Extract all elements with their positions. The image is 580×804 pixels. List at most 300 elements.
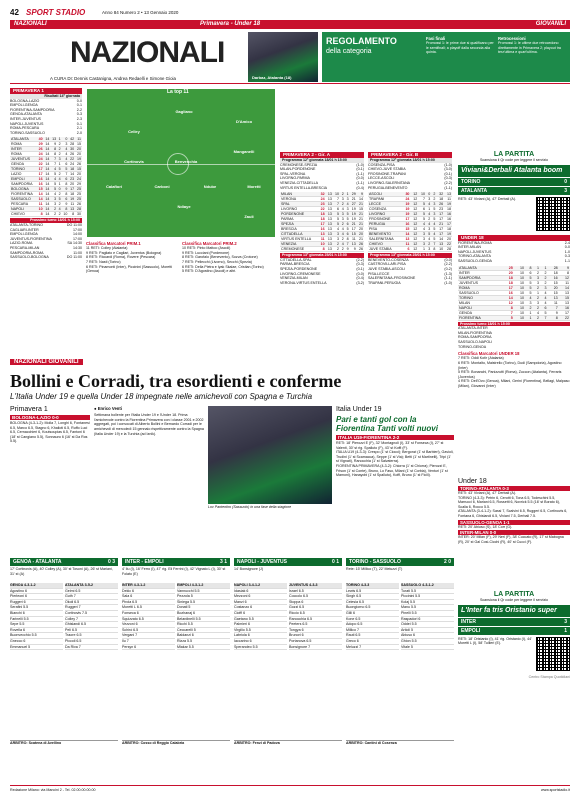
stat-cell: 16 [38,182,43,187]
primavera2b-next-score: (1-1) [444,276,452,281]
stat-cell: 7 [540,315,547,320]
stat-cell: 14 [45,152,50,157]
stat-cell: 4 [532,310,539,315]
primavera2a-next-score: (3-2) [356,280,364,285]
stat-cell: 9 [357,192,364,197]
stat-cell: 20 [503,270,514,275]
scorers-prim1 [86,241,178,274]
team-name: MILAN [458,300,503,305]
stat-cell: 16 [403,222,411,227]
stat-cell: 17 [559,310,570,315]
stat-cell: 11 [75,137,82,142]
stat-cell: 2 [341,222,344,227]
stat-cell: 4 [50,192,57,197]
stat-cell: 7 [50,157,57,162]
stat-cell: 8 [50,152,57,157]
stat-cell: 12 [410,207,418,212]
primavera1-result-match: INTER-JUVENTUS [10,116,41,121]
stat-cell: 20 [547,285,558,290]
stat-cell: 23 [70,177,75,182]
stat-cell: 15 [357,207,364,212]
under18-title: UNDER 18 [458,235,570,241]
partita-card1-text: RETI: 43' Viviani (A), 47' Derbali (A). [458,196,517,201]
stat-cell: 5 [333,222,340,227]
stat-cell: 14 [45,137,50,142]
stat-cell: 16 [547,275,558,280]
primavera2a-round: Programma 12ª giornata 18/01 h 15:00 [280,158,364,163]
match-box [122,558,230,746]
primavera2a-standings [280,192,364,252]
primavera2b-round: Programma 12ª giornata 18/01 h 15:00 [368,158,452,163]
lineup-player: Lewis 6.5 [346,589,399,595]
lineup-player: Sperandeo 5.5 [234,645,287,651]
stat-cell: 5 [58,197,61,202]
stat-cell: 5 [346,217,349,222]
stat-cell: 14 [45,162,50,167]
stat-cell: 1 [532,290,539,295]
lineup-player: Meluzzi 7 [346,645,399,651]
primavera2a-result-match: MILAN-PORDENONE [280,167,316,172]
primavera1-next-match: CAGLIARI-INTER [10,227,39,232]
stat-cell: 3 [426,247,431,252]
article-mid-body: Settimana bollente per l'Italia Under 19 e l'Under 18. Prima l'amichevole contro la Fiorentina Primavera con i classe 2001 e 2002 aggregati, poi i convocati di Alberto Bollini e Bernardo Corradi per le amichevoli di mercoledì 15 gennaio rispettivamente contro la Spagna (Italia Under 19) e la Turchia (ad Iznik). [94,413,204,436]
lineup-player: Cortinovis 7.5 [65,611,118,617]
stat-cell: 21 [350,197,357,202]
stat-cell: 3 [532,300,539,305]
stat-cell: 42 [70,137,75,142]
lineup-formation: EMPOLI 4-3-1-2 [177,583,230,589]
partita2-box [458,592,570,712]
primavera1-result-score: 2-1 [76,126,82,131]
stat-cell: 2 [532,295,539,300]
team-name: CITTADELLA [280,232,318,237]
stat-cell: 2 [58,192,61,197]
stat-cell: 13 [559,300,570,305]
stat-cell: 11 [547,300,558,305]
lineup-player: Manu 5.5 [401,605,454,611]
primavera2b-result-match: LECCE-ASCOLI [368,176,395,181]
lineup-player: Fonseca 6 [122,611,175,617]
stat-cell: 16 [444,217,452,222]
stat-cell: 15 [77,142,81,147]
stat-cell: 3 [418,242,426,247]
scorers-prim1-text: 11 RETI: Colley (Atalanta) 9 RETI: Pagliato e Cagliari, Juventus (Bologna) 8 RETI: Riccardi (Roma), Rovere (Pescara) 7 RETI: Nasti (Torino) 6 RETI: Pinamonti (Inter), Piccinini (Sassuolo), Moretti (Genoa) [86,246,173,274]
lineup-player: Vezzoni 6 [122,622,175,628]
partita-card2-team1 [458,618,570,626]
under18-next-item: MILAN-FIORENTINA [458,330,492,335]
regolamento-title: REGOLAMENTO [326,36,397,46]
stat-cell: 22 [318,207,325,212]
primavera1-next-score: 11:00 [73,250,82,255]
stat-cell: 11 [350,237,357,242]
lineup-player: Coccolo 6.5 [289,594,342,600]
under18-next-item: ROMA-SAMPDORIA [458,335,492,340]
primavera1-standing-row [10,147,82,152]
stat-cell: 5 [346,212,349,217]
lineup-player: Gozzi 6.5 [289,605,342,611]
stat-cell: 12 [559,275,570,280]
stat-cell: 10 [418,192,426,197]
primavera2a-next-label: Programma 13ª giornata 25/01 h 15:00 [280,253,364,258]
stat-cell: 8 [431,247,436,252]
stat-cell: 13 [436,242,444,247]
stat-cell: 11 [403,242,411,247]
primavera2b-next [368,258,452,286]
stat-cell: 19 [70,197,75,202]
stat-cell: 1 [532,266,539,271]
lineup-player: Stoppa 6 [289,600,342,606]
primavera1-standing-row [10,177,82,182]
stat-cell: 5 [418,217,426,222]
team-name: PESCARA [10,202,37,207]
stat-cell: 5 [431,217,436,222]
primavera2b-result-match: PERUGIA-BENEVENTO [368,185,408,190]
u18-box-m1-text: RETI: 43' Viviani (A), 47' Derbali (A). TORINO (4-3-3): Petrin 6, Cerotti 6, Tona 6.5, Todeschini 5.5, Marrucci 6, Mariani 6.5, Rossetti 6, Novrick 5.5 (16' st Borato 6), Scalia 6, Rocco 5.5. ATALANTA (3-4-1-2): Sassi 7, Scalvini 6.5, Ruggeri 6.5, Cortinovis 6, Fontana 6, Ghislandi 6.5, Viviani 7.5, Derbali 7.5. [458,491,568,518]
stat-cell: 13 [559,290,570,295]
lineup-player: Oddei 5.5 [401,622,454,628]
stat-cell: 26 [357,242,364,247]
stat-cell: 14 [45,157,50,162]
stat-cell: 2 [333,242,340,247]
section-left-tag: NAZIONALI [14,21,47,27]
stat-cell: 14 [45,147,50,152]
article-right-body: RETI: 18' Pierozzi E (F), 32' Montagnoli (I), 33' st Fonseca (I), 27' st Valenti, 30' st rig. Spalluto (F), 43' st Koffi (F). ITALIA U19 (4-3-3): Crespo (1' st Ciocci); Bergonzi (1' st Barbieri), Gavioli, Trudini (1' st Scamacca), Seppe (1' st Via); Betti (1' st Martinelli), Tripi (1' st Vignati), Ranocchia (1' st Salvaterra). FIORENTINA PRIMAVERA (4-3-2): Chiorra (1' st Chiorra); Pierozzi E, Frison (1' st Conte), Bruno, Lo Faso, Milani (1' st Corbia), Venturi (1' st Mamoni), Hanayobi (1' st Spalluto), Koffi, Bruno (1' st Ficili). [336,441,454,478]
primavera2a-result-match: VIRTUS ENTELLA-BRESCIA [280,185,328,190]
primavera2b-next-row [368,281,452,286]
stat-cell: 8 [318,247,325,252]
stat-cell: 20 [77,152,81,157]
lineup-player: Idasiak 6 [234,589,287,595]
banner-title: NAZIONALI [70,36,225,69]
stat-cell: 13 [547,295,558,300]
stat-cell: 17 [403,217,411,222]
stat-cell: 8 [559,270,570,275]
stat-cell: 5 [525,275,532,280]
lineup-player: Kone 6.5 [346,617,399,623]
stat-cell: 13 [444,192,452,197]
primavera2a-result-match: CREMONESE-SPEZIA [280,162,318,167]
stat-cell: 4 [525,295,532,300]
primavera1-result-row [10,131,82,136]
match-referee: ARBITRO: Cantini di Cosenza [346,740,454,746]
primavera1-title: PRIMAVERA 1 [10,88,82,94]
stat-cell: 15 [403,227,411,232]
stat-cell: 13 [403,237,411,242]
lineup-player: Persyn 6 [122,645,175,651]
lineup-player: Rizza 5.5 [177,639,230,645]
team-name: PERUGIA [368,222,403,227]
primavera1-results [10,99,82,136]
stat-cell: 13 [326,242,333,247]
stat-cell: 20 [77,147,81,152]
lineup-player: Gaetano 5.5 [234,617,287,623]
stat-cell: 24 [38,152,43,157]
stat-cell: 5 [525,290,532,295]
stat-cell: 5 [50,172,57,177]
stat-cell: 23 [318,202,325,207]
top11-pitch [86,88,276,238]
u18-box-m3: INTER-MILAN 0-0 [458,530,570,535]
match-referee: ARBITRO: Cosso di Reggio Calabria [122,740,230,746]
match-teams: INTER - EMPOLI [125,559,164,565]
qr-code-2[interactable] [536,637,570,671]
lineup-player: Rovella 6 [10,628,63,634]
stat-cell: 3 [58,157,61,162]
primavera2b-result-match: LIVORNO-SALERNITANA [368,180,411,185]
lineup-player: Manzi 6 [234,600,287,606]
stat-cell: 4 [540,300,547,305]
stat-cell: 2 [341,247,344,252]
scorers-prim2-text: 10 RETI: Pinto Mattoo (Ascoli) 9 RETI: Lucciani (Pordenone) 8 RETI: Garofalo (Benevento), Sozva (Crotone) 7 RETI: Pellecchi (Livorno), Secchi (Spezia) 6 RETI: Della Pietra e Iyak Skalae, Cristian (Torino) 5 RETI: D'Agostino (Ascoli) e altri. [182,246,264,274]
stat-cell: 6 [540,305,547,310]
under18-result-row [458,259,570,264]
stat-cell: 9 [346,247,349,252]
stat-cell: 3 [341,217,344,222]
team-name: CHIEVO [10,212,37,217]
stat-cell: 6 [62,162,69,167]
regolamento-subtitle: della categoria [326,48,372,55]
lineup-player: Piccoli 6.5 [65,639,118,645]
primavera2a-standing-row [280,207,364,212]
lineup-player: Serafini 5.5 [10,605,63,611]
lineup-formation: ATALANTA 3-5-2 [65,583,118,589]
primavera1-next-match: PESCARA-MILAN [10,246,40,250]
stat-cell: 28 [70,142,75,147]
stat-cell: 7 [346,242,349,247]
stat-cell: 2 [532,315,539,320]
stat-cell: 5 [333,212,340,217]
primavera2b-standings [368,192,452,252]
lineup-player: Emmanuel 5 [10,645,63,651]
team-name: SAMPDORIA [10,182,37,187]
stat-cell: 9 [547,310,558,315]
team-name: VIRTUS ENTELLA [280,237,318,242]
team-name: SASSUOLO [10,197,37,202]
stat-cell: 24 [318,197,325,202]
primavera2b-next-score: (1-0) [444,280,452,285]
stat-cell: 27 [350,202,357,207]
lineup-player: Adopo 6.5 [346,622,399,628]
lineup-player: Ceccarelli 5 [177,628,230,634]
stat-cell: 10 [514,305,525,310]
stat-cell: 4 [62,147,69,152]
stat-cell: 17 [38,172,43,177]
stat-cell: 29 [350,192,357,197]
article-photo [208,406,332,504]
team-name: GENOA [10,162,37,167]
primavera2b-result-score: (0-3) [444,176,452,181]
stat-cell: 21 [357,212,364,217]
primavera2a-result-score: (0-0) [356,176,364,181]
under18-result-match: NAPOLI-JUVENTUS [458,249,492,254]
primavera1-standing-row [10,212,82,217]
team-name: BENEVENTO [368,232,403,237]
article-left-section: Primavera 1 [10,406,48,413]
stat-cell: 12 [410,202,418,207]
lineup-player: Traore 6.5 [65,633,118,639]
stat-cell: 13 [326,217,333,222]
primavera2a-next-score: (2-2) [356,257,364,262]
team-name: FROSINONE [368,217,403,222]
primavera1-result-match: EMPOLI-GENOA [10,103,38,108]
stat-cell: 13 [326,212,333,217]
stat-cell: 14 [559,285,570,290]
stat-cell: 23 [436,207,444,212]
regolamento-col1-text: Promossi 1: le prime due si qualificano per le semifinali; a playoff dalla seconda alla quinta. [426,41,494,55]
stat-cell: 10 [436,247,444,252]
stat-cell: 6 [418,207,426,212]
stat-cell: 4 [426,222,431,227]
stat-cell: 14 [357,197,364,202]
primavera2b-next-score: (2-2) [444,262,452,267]
lineup-player: Israel 6.5 [289,589,342,595]
stat-cell: 10 [514,275,525,280]
u18-box-m1: TORINO-ATALANTA 0-3 [458,486,570,491]
lineup-player: Colley 7 [65,617,118,623]
stat-cell: 3 [418,232,426,237]
stat-cell: 18 [444,207,452,212]
lineup-player: Vitale 5 [401,645,454,651]
stat-cell: 10 [318,242,325,247]
stat-cell: 16 [444,212,452,217]
card2-team2-name: EMPOLI [461,627,481,634]
stat-cell: 5 [431,207,436,212]
stat-cell: 2 [540,280,547,285]
stat-cell: 9 [62,187,69,192]
page-header [10,8,570,18]
primavera2b-result-match: COSENZA-PISA [368,162,395,167]
match-box-title [122,558,230,566]
primavera2a-next-score: (0-1) [356,267,364,272]
stat-cell: 4 [333,227,340,232]
stat-cell: 2 [341,202,344,207]
stat-cell: 22 [444,242,452,247]
stat-cell: 7 [547,305,558,310]
stat-cell: 24 [38,157,43,162]
under18-result-score: 2-4 [564,240,570,245]
primavera1-next-match: ATALANTA-TORINO [10,223,43,228]
match-score: 0 1 [332,559,339,565]
primavera2a-next [280,258,364,286]
under18-results [458,241,570,264]
stat-cell: 18 [70,192,75,197]
partita-subtitle: Scansiona il Qr code per leggere il servizio [479,158,549,162]
primavera2a-next-score: (0-3) [356,262,364,267]
stat-cell: 26 [38,147,43,152]
team-name: FIORENTINA [10,192,37,197]
stat-cell: 13 [326,227,333,232]
article-headline: Bollini e Corradi, tra esordienti e conferme [10,371,342,391]
primavera2b-results [368,163,452,191]
lineup-player: Ghislandi 6.5 [65,622,118,628]
stat-cell: 3 [341,197,344,202]
primavera1-result-match: FIORENTINA-SAMPDORIA [10,107,55,112]
primavera2b-column [368,152,452,346]
team-name: NAPOLI [458,305,503,310]
team-name: FIORENTINA [458,315,503,320]
primavera1-standing-row [10,152,82,157]
match-score: 0 3 [108,559,115,565]
match-teams: TORINO - SASSUOLO [349,559,401,565]
team-name: MILAN [280,192,318,197]
primavera1-next-match: SASSUOLO-BOLOGNA [10,255,49,260]
match-referee: ARBITRO: Scatena di Avellino [10,740,118,746]
stat-cell: 5 [62,167,69,172]
primavera1-standing-row [10,202,82,207]
stat-cell: 15 [38,187,43,192]
lineup-left [122,583,175,650]
card2-team1-name: INTER [461,618,476,625]
stat-cell: 14 [45,182,50,187]
stat-cell: 14 [45,187,50,192]
stat-cell: 25 [77,197,81,202]
stat-cell: 2 [426,242,431,247]
stat-cell: 17 [38,167,43,172]
primavera2a-next-match: VERONA-VIRTUS ENTELLA [280,280,327,285]
stat-cell: 1 [58,182,61,187]
primavera2a-standing-row [280,232,364,237]
stat-cell: 20 [357,227,364,232]
lineup-player: Pinelli 5.5 [401,611,454,617]
primavera1-standing-row [10,192,82,197]
primavera2b-result-score: (1-0) [444,162,452,167]
stat-cell: 17 [503,285,514,290]
stat-cell: 5 [431,237,436,242]
stat-cell: 21 [357,237,364,242]
primavera2a-next-match: LIVORNO-CREMONESE [280,271,321,276]
primavera2b-next-match: PISA-LECCE [368,271,390,276]
stat-cell: 17 [436,217,444,222]
primavera1-next [10,223,82,260]
match-box-title [234,558,342,566]
stat-cell: 2 [540,270,547,275]
stat-cell: 16 [318,227,325,232]
stat-cell: 13 [318,232,325,237]
primavera1-standing-row [10,187,82,192]
stat-cell: 19 [403,207,411,212]
stat-cell: 18 [444,227,452,232]
stat-cell: 14 [45,192,50,197]
primavera2a-result-score: (0-4) [356,185,364,190]
lineup-player: Bianchi 6 [10,611,63,617]
qr-code-1[interactable] [536,197,570,231]
primavera2a-title: PRIMAVERA 2 - Gir. A [280,152,364,158]
stat-cell: 3 [426,197,431,202]
u18-box-m2: SASSUOLO-GENOA 1-1 [458,520,570,525]
stat-cell: 14 [45,202,50,207]
stat-cell: 21 [357,202,364,207]
stat-cell: 5 [503,315,514,320]
stat-cell: 2 [341,192,344,197]
primavera1-next-score: DO 11:00 [66,223,82,228]
primavera1-standing-row [10,142,82,147]
stat-cell: 4 [346,202,349,207]
partita-card2-title: L'Inter fa tris Oristanio super [458,605,570,617]
primavera2b-next-label: Programma 13ª giornata 25/01 h 15:00 [368,253,452,258]
under18-result-score: 0-3 [564,254,570,259]
stat-cell: 2 [58,152,61,157]
lineup-player: Gnecco 6 [10,639,63,645]
stat-cell: 3 [540,285,547,290]
stat-cell: 5 [431,227,436,232]
stat-cell: 13 [52,137,57,142]
stat-cell: 6 [333,207,340,212]
match-referee: ARBITRO: Fenzi di Padova [234,740,342,746]
stat-cell: 25 [503,266,514,271]
lineup-player: Bozhanaj 6 [177,611,230,617]
stat-cell: 9 [559,266,570,271]
lineup-player: Gilli 6 [346,611,399,617]
